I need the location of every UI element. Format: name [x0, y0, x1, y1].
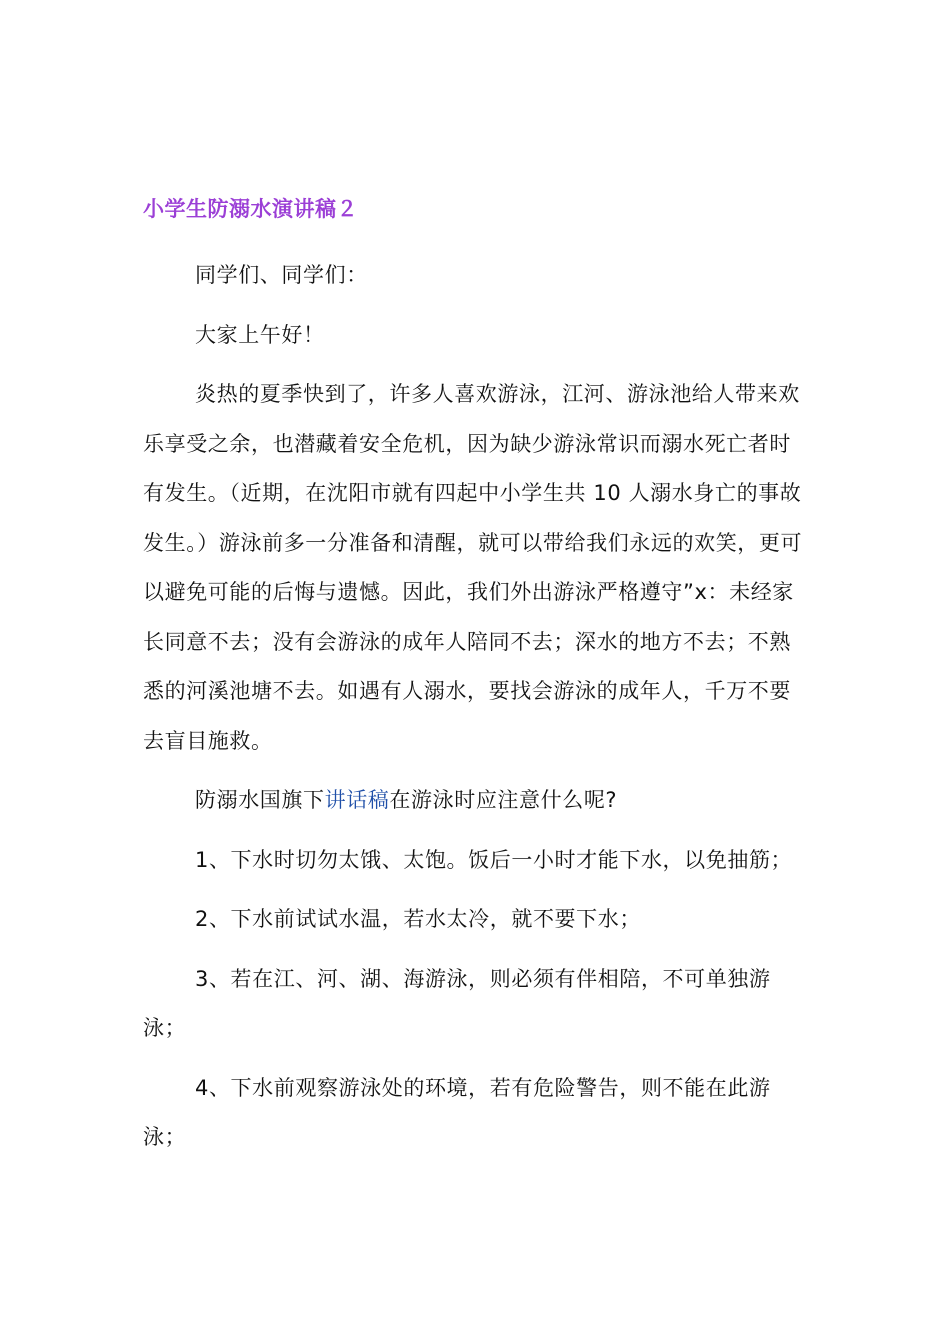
safety-item-3: 3、若在江、河、湖、海游泳，则必须有伴相陪，不可单独游泳； [143, 966, 771, 1040]
greeting-line-2: 大家上午好！ [195, 322, 325, 347]
document-content [143, 191, 809, 1173]
safety-item-1: 1、下水时切勿太饿、太饱。饭后一小时才能下水，以免抽筋； [195, 847, 793, 872]
safety-item-2: 2、下水前试试水温，若水太冷，就不要下水； [195, 907, 641, 931]
speech-draft-link[interactable]: 讲话稿 [324, 788, 390, 812]
question-prefix: 防溺水国旗下 [195, 788, 325, 812]
question-paragraph [143, 776, 809, 826]
body-paragraph: 炎热的夏季快到了，许多人喜欢游泳，江河、游泳池给人带来欢乐享受之余，也潜藏着安全危机，因为缺少游泳常识而溺水死亡者时有发生。（近期，在沈阳市就有四起中小学生共 10 人溺水身亡的事故发生。）游泳前多一分准备和清醒，就可以带给我们永远的欢笑，更可以避免可能的后悔与遗憾。因此，我们外出游泳严格遵守”x：未经家长同意不去；没有会游泳的成年人陪同不去；深水的地方不去；不熟悉的河溪池塘不去。如遇有人溺水，要找会游泳的成年人，千万不要去盲目施救。 [143, 382, 803, 753]
question-suffix: 在游泳时应注意什么呢? [389, 788, 618, 812]
greeting-line-1: 同学们、同学们： [195, 263, 368, 287]
document-title: 小学生防溺水演讲稿２ [143, 197, 358, 221]
safety-item-4: 4、下水前观察游泳处的环境，若有危险警告，则不能在此游泳； [143, 1075, 771, 1149]
